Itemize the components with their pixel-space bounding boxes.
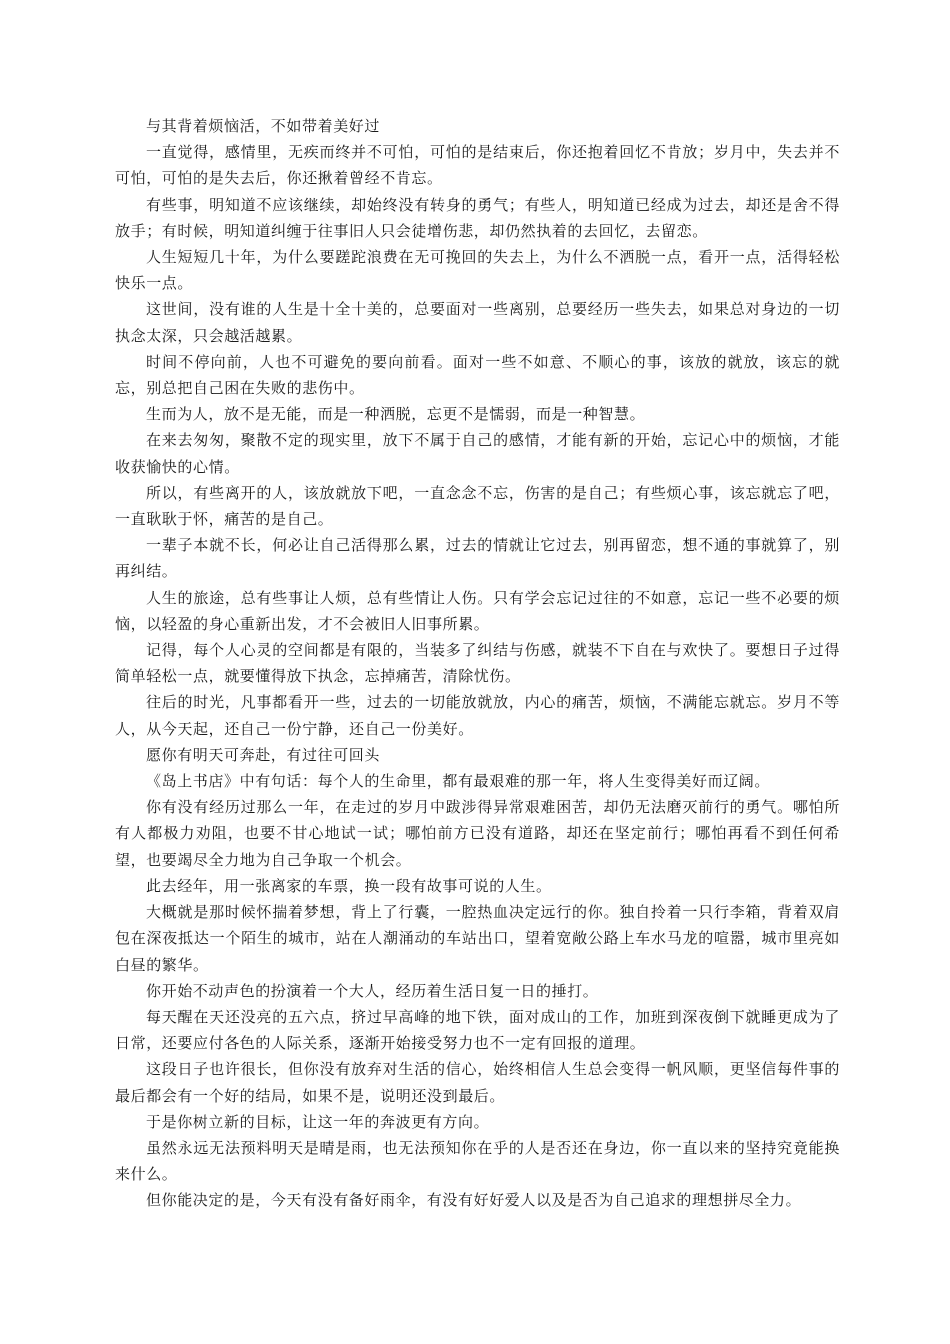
- paragraph: 《岛上书店》中有句话：每个人的生命里，都有最艰难的那一年，将人生变得美好而辽阔。: [146, 772, 771, 791]
- paragraph: 每天醒在天还没亮的五六点，挤过早高峰的地下铁，面对成山的工作，加班到深夜倒下就睡更成为了日常，还要应付各色的人际关系，逐渐开始接受努力也不一定有回报的道理。: [115, 1007, 840, 1053]
- paragraph: 人生的旅途，总有些事让人烦，总有些情让人伤。只有学会忘记过往的不如意，忘记一些不必要的烦恼，以轻盈的身心重新出发，才不会被旧人旧事所累。: [115, 588, 840, 633]
- paragraph: 往后的时光，凡事都看开一些，过去的一切能放就放，内心的痛苦，烦恼，不满能忘就忘。岁月不等人，从今天起，还自己一份宁静，还自己一份美好。: [115, 693, 840, 738]
- paragraph: 但你能决定的是，今天有没有备好雨伞，有没有好好爱人以及是否为自己追求的理想拼尽全力。: [146, 1191, 802, 1210]
- paragraph: 大概就是那时候怀揣着梦想，背上了行囊，一腔热血决定远行的你。独自拎着一只行李箱，背着双肩包在深夜抵达一个陌生的城市，站在人潮涌动的车站出口，望着宽敞公路上车水马龙的喧嚣，城市里亮如白昼的繁华。: [115, 903, 840, 974]
- section-heading: 与其背着烦恼活，不如带着美好过: [146, 117, 381, 135]
- paragraph: 一直觉得，感情里，无疾而终并不可怕，可怕的是结束后，你还抱着回忆不肯放；岁月中，失去并不可怕，可怕的是失去后，你还揪着曾经不肯忘。: [115, 143, 840, 188]
- paragraph: 人生短短几十年，为什么要蹉跎浪费在无可挽回的失去上，为什么不洒脱一点，看开一点，活得轻松快乐一点。: [115, 248, 840, 293]
- paragraph: 这世间，没有谁的人生是十全十美的，总要面对一些离别，总要经历一些失去，如果总对身边的一切执念太深，只会越活越累。: [115, 300, 840, 345]
- paragraph: 于是你树立新的目标，让这一年的奔波更有方向。: [146, 1112, 490, 1131]
- paragraph: 有些事，明知道不应该继续，却始终没有转身的勇气；有些人，明知道已经成为过去，却还是舍不得放手；有时候，明知道纠缠于往事旧人只会徒增伤悲，却仍然执着的去回忆，去留恋。: [115, 195, 840, 240]
- section-heading: 愿你有明天可奔赴，有过往可回头: [146, 745, 381, 764]
- paragraph: 你开始不动声色的扮演着一个大人，经历着生活日复一日的捶打。: [146, 981, 599, 1000]
- paragraph: 在来去匆匆，聚散不定的现实里，放下不属于自己的感情，才能有新的开始，忘记心中的烦恼，才能收获愉快的心情。: [115, 431, 840, 476]
- paragraph: 记得，每个人心灵的空间都是有限的，当装多了纠结与伤感，就装不下自在与欢快了。要想日子过得简单轻松一点，就要懂得放下执念，忘掉痛苦，清除忧伤。: [115, 641, 840, 686]
- paragraph: 这段日子也许很长，但你没有放弃对生活的信心，始终相信人生总会变得一帆风顺，更坚信每件事的最后都会有一个好的结局，如果不是，说明还没到最后。: [115, 1060, 840, 1105]
- paragraph: 虽然永远无法预料明天是晴是雨，也无法预知你在乎的人是否还在身边，你一直以来的坚持究竟能换来什么。: [115, 1138, 840, 1184]
- paragraph: 一辈子本就不长，何必让自己活得那么累，过去的情就让它过去，别再留恋，想不通的事就算了，别再纠结。: [115, 536, 840, 581]
- paragraph: 所以，有些离开的人，该放就放下吧，一直念念不忘，伤害的是自己；有些烦心事，该忘就忘了吧，一直耿耿于怀，痛苦的是自己。: [115, 483, 840, 529]
- paragraph: 此去经年，用一张离家的车票，换一段有故事可说的人生。: [146, 876, 552, 895]
- paragraph: 时间不停向前，人也不可避免的要向前看。面对一些不如意、不顺心的事，该放的就放，该忘的就忘，别总把自己困在失败的悲伤中。: [115, 352, 840, 398]
- paragraph: 生而为人，放不是无能，而是一种洒脱，忘更不是懦弱，而是一种智慧。: [146, 405, 646, 424]
- document-body: [115, 113, 840, 1214]
- paragraph: 你有没有经历过那么一年，在走过的岁月中跋涉得异常艰难困苦，却仍无法磨灭前行的勇气。哪怕所有人都极力劝阻，也要不甘心地试一试；哪怕前方已没有道路，却还在坚定前行；哪怕再看不到任何希望，也要竭尽全力地为自己争取一个机会。: [115, 798, 840, 869]
